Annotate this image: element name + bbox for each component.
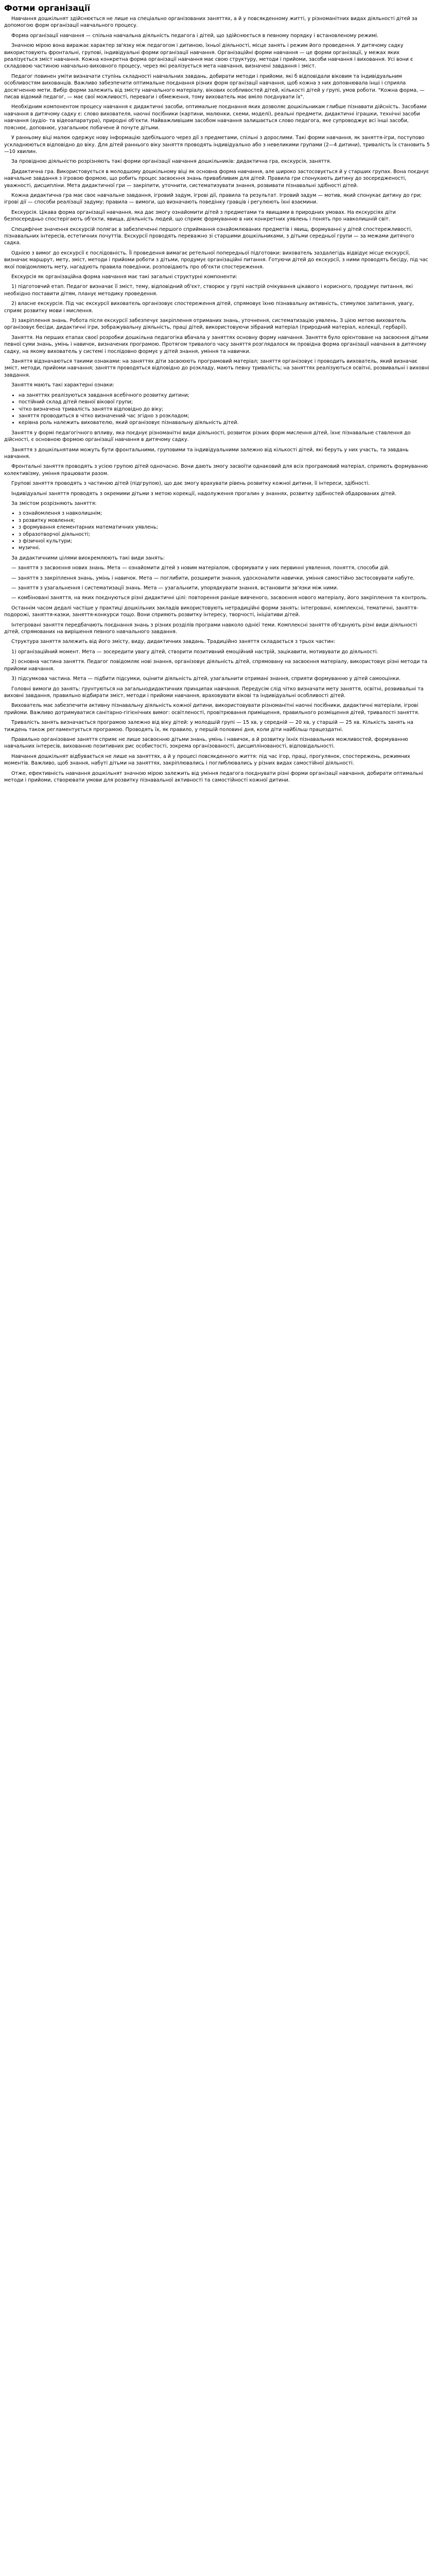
paragraph (4, 770, 432, 784)
paragraph-text: Головні вимоги до занять: ґрунтуються на загальнодидактичних принципах навчання. Передусім слід чітко визначати мету заняття, освітні, розвивальні та виховні завдання, правильно відбирати зміст, методи і прийоми навчання, враховувати вікові та індивідуальні особливості дітей. (4, 686, 424, 699)
paragraph (4, 32, 432, 39)
paragraph-text: Необхідним компонентом процесу навчання є дидактичні засоби, оптимальне поєднання яких дозволяє дошкільникам глибше пізнавати дійсність. Засобами навчання в дитячому садку є: слово вихователя, наочні посібники (картини, малюнки, схеми, моделі), реальні предмети, дидактичні іграшки, технічні засоби навчання (аудіо- та відеоапаратура), природні об'єкти. Найважливішим засобом навчання залишається слово педагога, яке супроводжує всі інші засоби, пояснює, доповнює, узагальнює побачене й почуте дітьми. (4, 104, 427, 131)
paragraph-text: Структура заняття залежить від його змісту, виду, дидактичних завдань. Традиційно заняття складається з трьох частин: (11, 639, 336, 645)
paragraph (4, 250, 432, 270)
paragraph-text: Навчання дошкільнят здійснюється не лише на спеціально організованих заняттях, а й у повсякденному житті, у різноманітних видах діяльності дітей за допомогою форм організації навчального процесу. (4, 16, 417, 29)
list-item: • чітко визначена тривалість заняття відповідно до віку; (19, 406, 432, 413)
paragraph (4, 500, 432, 507)
paragraph (4, 334, 432, 355)
paragraph-text: Специфічне значення екскурсій полягає в забезпеченні першого сприймання ознайомлюваних предметів і явищ, формуванні у дітей спостережливості, пізнавальних інтересів, естетичних почуттів. Екскурсії проводять переважно зі старшими дошкільниками, з дітьми середньої групи — за межами дитячого садка. (4, 226, 414, 246)
paragraph (4, 358, 432, 379)
paragraph (4, 192, 432, 206)
paragraph (4, 104, 432, 131)
paragraph (4, 226, 432, 247)
paragraph-text: Педагог повинен уміти визначати ступінь складності навчальних завдань, добирати методи і прийоми, які б відповідали віковим та індивідуальним особливостям вихованців. Важливо забезпечити оптимальне поєднання різних форм організації навчання, щоб кожна з них доповнювала інші і сприяла досягненню мети. Вибір форми залежить від змісту навчального матеріалу, вікових особливостей дітей, кількості дітей у групі, умов роботи. "Кожна форма, — писав відомий педагог, — має свої можливості, переваги і обмеження, тому вихователь має вміло поєднувати їх". (4, 73, 425, 100)
paragraph-text: 1) підготовчий етап. Педагог визначає її зміст, тему, відповідний об'єкт, створює у групі настрій очікування цікавого і корисного, продумує питання, які необхідно поставити дітям, планує методику проведення. (4, 284, 413, 297)
bullet-list (4, 392, 432, 427)
paragraph (4, 42, 432, 70)
list-item: • з розвитку мовлення; (19, 517, 432, 524)
paragraph (4, 753, 432, 767)
paragraph (4, 605, 432, 619)
paragraph-text: — заняття з узагальнення і систематизації знань. Мета — узагальнити, упорядкувати знання, встановити зв'язки між ними. (11, 585, 339, 591)
paragraph-text: Тривалість занять визначається програмою залежно від віку дітей: у молодшій групі — 15 хв, у середній — 20 хв, у старшій — 25 хв. Кількість занять на тиждень також регламентується програмою. Проводять їх, як правило, у першій половині дня, коли діти найбільш працездатні. (4, 720, 413, 733)
paragraph-text: 3) закріплення знань. Робота після екскурсії забезпечує закріплення отриманих знань, уточнення, систематизацію уявлень. З цією метою вихователь організовує бесіди, дидактичні ігри, зображувальну діяльність, праці дітей, використовуючи зібраний матеріал (природний матеріал, колекції, гербарії). (4, 318, 407, 331)
paragraph-text: 2) власне екскурсія. Під час екскурсії вихователь організовує спостереження дітей, спрямовує їхню пізнавальну активність, стимулює запитання, увагу, сприяє розвитку мови і мислення. (4, 301, 414, 314)
paragraph (4, 274, 432, 280)
paragraph (4, 447, 432, 461)
paragraph (4, 463, 432, 477)
paragraph (4, 595, 432, 601)
paragraph-text: Отже, ефективність навчання дошкільнят значною мірою залежить від уміння педагога поєднувати різні форми організації навчання, добирати оптимальні методи і прийоми, створювати умови для розвитку пізнавальної активності та самостійності кожної дитини. (4, 770, 424, 783)
paragraph-text: Вихователь має забезпечити активну пізнавальну діяльність кожної дитини, використовувати різноманітні наочні посібники, дидактичні матеріали, ігрові прийоми. Важливо дотримуватися санітарно-гігієнічних вимог: освітленості, провітрювання приміщення, правильного розміщення дітей, тривалості заняття. (4, 703, 420, 716)
paragraph (4, 480, 432, 487)
paragraph-text: Форма організації навчання — спільна навчальна діяльність педагога і дітей, що здійснюється в певному порядку і встановленому режимі. (11, 32, 379, 39)
paragraph (4, 719, 432, 733)
paragraph (4, 168, 432, 189)
list-item: • з формування елементарних математичних уявлень; (19, 524, 432, 531)
paragraph (4, 283, 432, 297)
paragraph-text: Останнім часом дедалі частіше у практиці дошкільних закладів використовують нетрадиційні форми занять: інтегровані, комплексні, тематичні, заняття-подорожі, заняття-казки, заняття-конкурси тощо. Вони сприяють розвитку інтересу, творчості, ініціативи дітей. (4, 605, 418, 618)
list-item: • з ознайомлення з навколишнім; (19, 510, 432, 517)
paragraph (4, 736, 432, 750)
paragraph-text: За змістом розрізняють заняття: (11, 500, 97, 506)
paragraph-text: Заняття. На перших етапах своєї розробки дошкільна педагогіка вбачала у заняттях основну форму навчання. Заняття було орієнтоване на засвоєння дітьми певної суми знань, умінь і навичок, визначених програмою. Протягом тривалого часу заняття розглядалося як провідна форма організації навчання в дитячому садку, на якому вихователь у системі і послідовно формує у дітей знання, уміння та навички. (4, 334, 429, 354)
document-page (0, 0, 436, 797)
list-item: • з образотворчої діяльності; (19, 531, 432, 538)
paragraph (4, 585, 432, 591)
paragraph-text: Значною мірою вона виражає характер зв'язку між педагогом і дитиною, їхньої діяльності, місце занять і режим його проведення. У дитячому садку використовують фронтальні, групові, індивідуальні форми організації навчання. Організаційні форми навчання — це форми організації, у межах яких реалізується зміст навчання. Кожна конкретна форма організації навчання має свою структуру, методи і прийоми, засоби навчання і виховання. Усі вони є складовою частиною навчально-виховного процесу, через які реалізується мета навчання, визначені завдання і зміст. (4, 43, 413, 70)
paragraph (4, 622, 432, 636)
paragraph-text: Заняття відзначаються такими ознаками: на заняттях діти засвоюють програмовий матеріал; заняття організовує і проводить вихователь, який визначає зміст, методи, прийоми навчання; заняття проводяться відповідно до розкладу, мають певну тривалість; на заняттях реалізуються освітні, розвивальні і виховні завдання. (4, 359, 429, 378)
paragraph-text: За дидактичними цілями виокремлюють такі види занять: (11, 555, 165, 561)
paragraph (4, 575, 432, 582)
list-item: • керівна роль належить вихователю, який організовує пізнавальну діяльність дітей. (19, 419, 432, 426)
paragraph (4, 686, 432, 700)
paragraph-text: — комбіновані заняття, на яких поєднуються різні дидактичні цілі: повторення раніше вивченого, засвоєння нового матеріалу, його закріплення та контроль. (11, 595, 428, 601)
list-item: • заняття проводиться в чітко визначений час згідно з розкладом; (19, 413, 432, 419)
paragraph-text: Індивідуальні заняття проводять з окремими дітьми з метою корекції, надолуження прогалин у знаннях, розвитку здібностей обдарованих дітей. (11, 490, 396, 497)
list-item: • музичні. (19, 545, 432, 551)
paragraph-text: — заняття з закріплення знань, умінь і навичок. Мета — поглибити, розширити знання, удосконалити навички, уміння самостійно застосовувати набуте. (11, 575, 415, 581)
list-item: • з фізичної культури; (19, 538, 432, 545)
paragraph-text: У ранньому віці малюк одержує нову інформацію здебільшого через дії з предметами, спільні з дорослими. Такі форми навчання, як заняття-ігри, поступово ускладнюються відповідно до віку. Для дітей раннього віку заняття проводять індивідуально або з невеликими групами (2—4 дитини), тривалість їх становить 5—10 хвилин. (4, 135, 430, 155)
paragraph-text: Фронтальні заняття проводять з усією групою дітей одночасно. Вони дають змогу засвоїти однаковий для всіх програмовий матеріал, сприяють формуванню колективізму, уміння працювати разом. (4, 464, 428, 477)
paragraph (4, 15, 432, 29)
paragraph (4, 382, 432, 388)
paragraph (4, 317, 432, 331)
paragraph-text: Правильно організоване заняття сприяє не лише засвоєнню дітьми знань, умінь і навичок, а й розвитку їхніх пізнавальних можливостей, формуванню навчальних інтересів, вихованню позитивних рис особистості, зокрема організованості, дисциплінованості, відповідальності. (4, 736, 408, 750)
paragraph (4, 134, 432, 155)
paragraph-text: 2) основна частина заняття. Педагог повідомляє нові знання, організовує діяльність дітей, спрямовану на засвоєння матеріалу, використовує різні методи та прийоми навчання. (4, 659, 427, 672)
paragraph-text: Кожна дидактична гра має своє навчальне завдання, ігровий задум, ігрові дії, правила та результат. Ігровий задум — мотив, який спонукає дитину до гри; ігрові дії — способи реалізації задуму; правила — вимоги, що визначають поведінку гравців і регулюють їхні взаємини. (4, 192, 422, 206)
paragraph (4, 490, 432, 497)
paragraph (4, 73, 432, 101)
document-body (4, 15, 432, 784)
paragraph (4, 565, 432, 571)
paragraph-text: Дидактична гра. Використовується в молодшому дошкільному віці як основна форма навчання, але широко застосовується й у старших групах. Вона поєднує навчальне завдання з ігровою формою, що робить процес засвоєння знань привабливим для дітей. Правила гри спонукають дитину до зосередженості, уважності, дисципліни. Мета дидактичної гри — закріпити, уточнити, систематизувати знання, розвивати пізнавальні здібності дітей. (4, 168, 429, 189)
paragraph (4, 675, 432, 682)
paragraph (4, 638, 432, 645)
paragraph-text: Навчання дошкільнят відбувається не лише на заняттях, а й у процесі повсякденного життя: під час ігор, праці, прогулянок, спостережень, режимних моментів. Важливо, щоб знання, набуті дітьми на заняттях, закріплювались і поглиблювались у різних видах самостійної діяльності. (4, 753, 410, 767)
list-item: • на заняттях реалізуються завдання всебічного розвитку дитини; (19, 392, 432, 399)
paragraph (4, 649, 432, 655)
paragraph (4, 209, 432, 223)
paragraph (4, 300, 432, 314)
paragraph-text: Однією з вимог до екскурсії є послідовність. Її проведення вимагає ретельної попередньої підготовки: вихователь заздалегідь відвідує місце екскурсії, визначає маршрут, мету, зміст, методи і прийоми роботи з дітьми, продумує організаційні питання. Готуючи дітей до екскурсії, з ними проводять бесіду, під час якої повідомляють мету, нагадують правила поведінки, розповідають про об'єкти спостереження. (4, 250, 428, 270)
page-title: Фотми організації (4, 3, 91, 13)
paragraph-text: Інтегровані заняття передбачають поєднання знань з різних розділів програми навколо однієї теми. Комплексні заняття об'єднують різні види діяльності дітей, спрямованих на вирішення певного навчального завдання. (4, 622, 417, 635)
paragraph (4, 658, 432, 672)
paragraph (4, 158, 432, 165)
paragraph-text: Заняття мають такі характерні ознаки: (11, 382, 114, 388)
paragraph-text: Групові заняття проводять з частиною дітей (підгрупою), що дає змогу врахувати рівень розвитку кожної дитини, її інтереси, здібності. (11, 481, 370, 487)
paragraph-text: Заняття з дошкільнятами можуть бути фронтальними, груповими та індивідуальними залежно від кількості дітей, які беруть у них участь, та завдань навчання. (4, 447, 409, 460)
paragraph-text: Екскурсія. Цікава форма організації навчання, яка дає змогу ознайомити дітей з предметами та явищами в природних умовах. На екскурсіях діти безпосередньо спостерігають об'єкти, явища, діяльність людей, що сприяє формуванню в них конкретних уявлень і понять про навколишній світ. (4, 209, 396, 223)
list-item: • постійний склад дітей певної вікової групи; (19, 399, 432, 405)
paragraph (4, 555, 432, 562)
paragraph-text: За провідною діяльністю розрізняють такі форми організації навчання дошкільників: дидактична гра, екскурсія, заняття. (11, 159, 332, 165)
bullet-list (4, 510, 432, 551)
paragraph-text: — заняття з засвоєння нових знань. Мета — ознайомити дітей з новим матеріалом, сформувати у них первинні уявлення, поняття, способи дій. (11, 565, 390, 571)
paragraph (4, 702, 432, 716)
paragraph-text: Заняття у формі педагогічного впливу, яка поєднує різноманітні види діяльності, розвиток різних форм мислення дітей, їхнє пізнавальне ставлення до дійсності, є основною формою організації навчання в дитячому садку. (4, 430, 411, 443)
paragraph-text: 3) підсумкова частина. Мета — підбити підсумки, оцінити діяльність дітей, узагальнити отримані знання, сприяти формуванню у дітей самооцінки. (11, 676, 401, 682)
paragraph-text: Екскурсія як організаційна форма навчання має такі загальні структурні компоненти: (11, 274, 237, 280)
paragraph (4, 430, 432, 444)
paragraph-text: 1) організаційний момент. Мета — зосередити увагу дітей, створити позитивний емоційний настрій, зацікавити, мотивувати до діяльності. (11, 649, 378, 655)
